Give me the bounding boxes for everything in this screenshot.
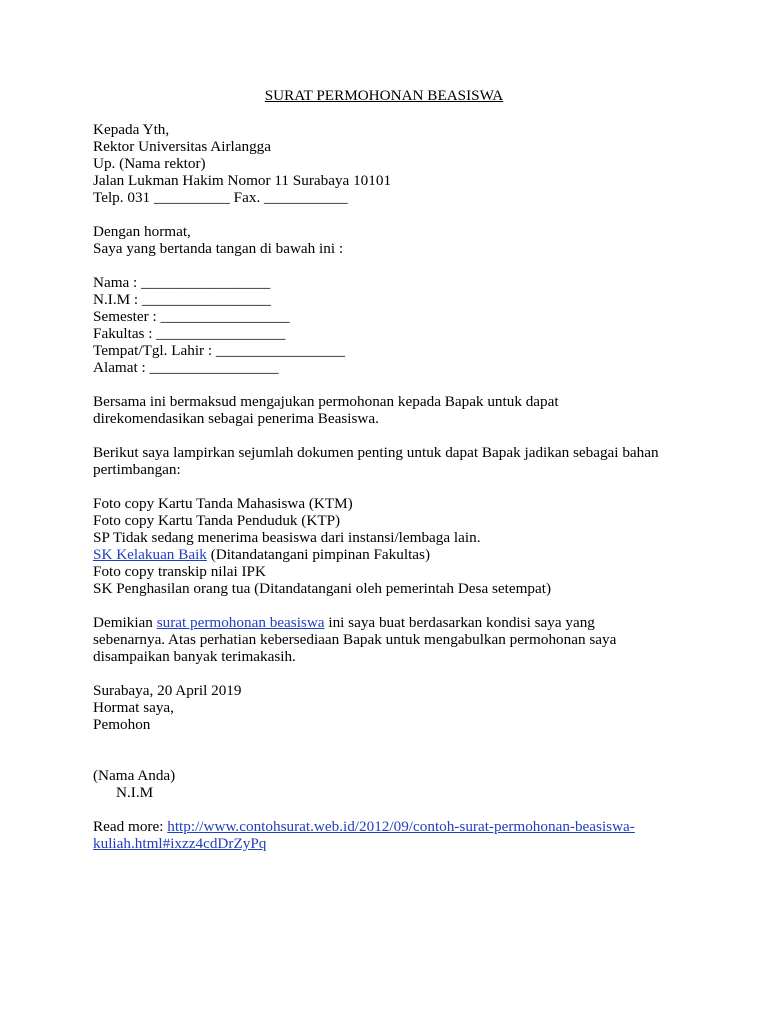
read-more-link-continued[interactable]: kuliah.html#ixzz4cdDrZyPq — [93, 835, 267, 852]
spacer — [93, 801, 693, 818]
address-line: Up. (Nama rektor) — [93, 155, 206, 172]
paragraph-line: Berikut saya lampirkan sejumlah dokumen penting untuk dapat Bapak jadikan sebagai bahan — [93, 444, 659, 461]
surat-permohonan-beasiswa-link[interactable]: surat permohonan beasiswa — [156, 614, 325, 631]
list-item: Foto copy Kartu Tanda Mahasiswa (KTM) — [93, 495, 353, 512]
signer-name: (Nama Anda) — [93, 767, 176, 784]
document-list — [93, 495, 693, 597]
closing-text: ini saya buat berdasarkan kondisi saya yang — [324, 614, 595, 631]
paragraph-line — [93, 614, 693, 631]
field-semester: Semester : _________________ — [93, 308, 290, 325]
attachments-paragraph — [93, 444, 693, 478]
paragraph-line: disampaikan banyak terimakasih. — [93, 648, 296, 665]
paragraph-line: Bersama ini bermaksud mengajukan permohonan kepada Bapak untuk dapat — [93, 393, 559, 410]
read-more-line — [93, 818, 693, 835]
list-item — [93, 546, 693, 563]
applicant-fields — [93, 274, 693, 376]
address-line: Telp. 031 __________ Fax. ___________ — [93, 189, 348, 206]
field-alamat: Alamat : _________________ — [93, 359, 279, 376]
signer-role: Pemohon — [93, 716, 151, 733]
greeting-line: Saya yang bertanda tangan di bawah ini : — [93, 240, 344, 257]
request-paragraph — [93, 393, 693, 427]
field-fakultas: Fakultas : _________________ — [93, 325, 286, 342]
paragraph-line: direkomendasikan sebagai penerima Beasiswa. — [93, 410, 379, 427]
spacer — [93, 376, 693, 393]
read-more-label: Read more: — [93, 818, 168, 835]
list-item: Foto copy transkip nilai IPK — [93, 563, 266, 580]
field-nama: Nama : _________________ — [93, 274, 271, 291]
read-more-link[interactable]: http://www.contohsurat.web.id/2012/09/contoh-surat-permohonan-beasiswa- — [167, 818, 635, 835]
paragraph-line: sebenarnya. Atas perhatian kebersediaan Bapak untuk mengabulkan permohonan saya — [93, 631, 617, 648]
spacer — [93, 597, 693, 614]
paragraph-line: pertimbangan: — [93, 461, 181, 478]
closing-paragraph — [93, 614, 693, 665]
closing-text: Demikian — [93, 614, 157, 631]
list-item: SK Penghasilan orang tua (Ditandatangani oleh pemerintah Desa setempat) — [93, 580, 552, 597]
field-nim: N.I.M : _________________ — [93, 291, 272, 308]
regards: Hormat saya, — [93, 699, 174, 716]
spacer — [93, 478, 693, 495]
list-item: SP Tidak sedang menerima beasiswa dari instansi/lembaga lain. — [93, 529, 481, 546]
recipient-address — [93, 121, 693, 206]
signature-space — [93, 733, 693, 767]
page-title: SURAT PERMOHONAN BEASISWA — [264, 87, 504, 104]
list-item-text: (Ditandatangani pimpinan Fakultas) — [206, 546, 431, 563]
spacer — [93, 257, 693, 274]
greeting — [93, 223, 693, 257]
place-date: Surabaya, 20 April 2019 — [93, 682, 242, 699]
read-more — [93, 818, 693, 852]
address-line: Rektor Universitas Airlangga — [93, 138, 271, 155]
greeting-line: Dengan hormat, — [93, 223, 191, 240]
signature-block — [93, 682, 693, 801]
spacer — [93, 665, 693, 682]
list-item: Foto copy Kartu Tanda Penduduk (KTP) — [93, 512, 341, 529]
letter-body — [93, 121, 693, 852]
sk-kelakuan-baik-link[interactable]: SK Kelakuan Baik — [93, 546, 207, 563]
address-line: Kepada Yth, — [93, 121, 170, 138]
signer-nim: N.I.M — [116, 784, 154, 801]
field-tempat-tgl-lahir: Tempat/Tgl. Lahir : _________________ — [93, 342, 346, 359]
address-line: Jalan Lukman Hakim Nomor 11 Surabaya 10101 — [93, 172, 392, 189]
spacer — [93, 206, 693, 223]
spacer — [93, 427, 693, 444]
read-more-line — [93, 835, 693, 852]
